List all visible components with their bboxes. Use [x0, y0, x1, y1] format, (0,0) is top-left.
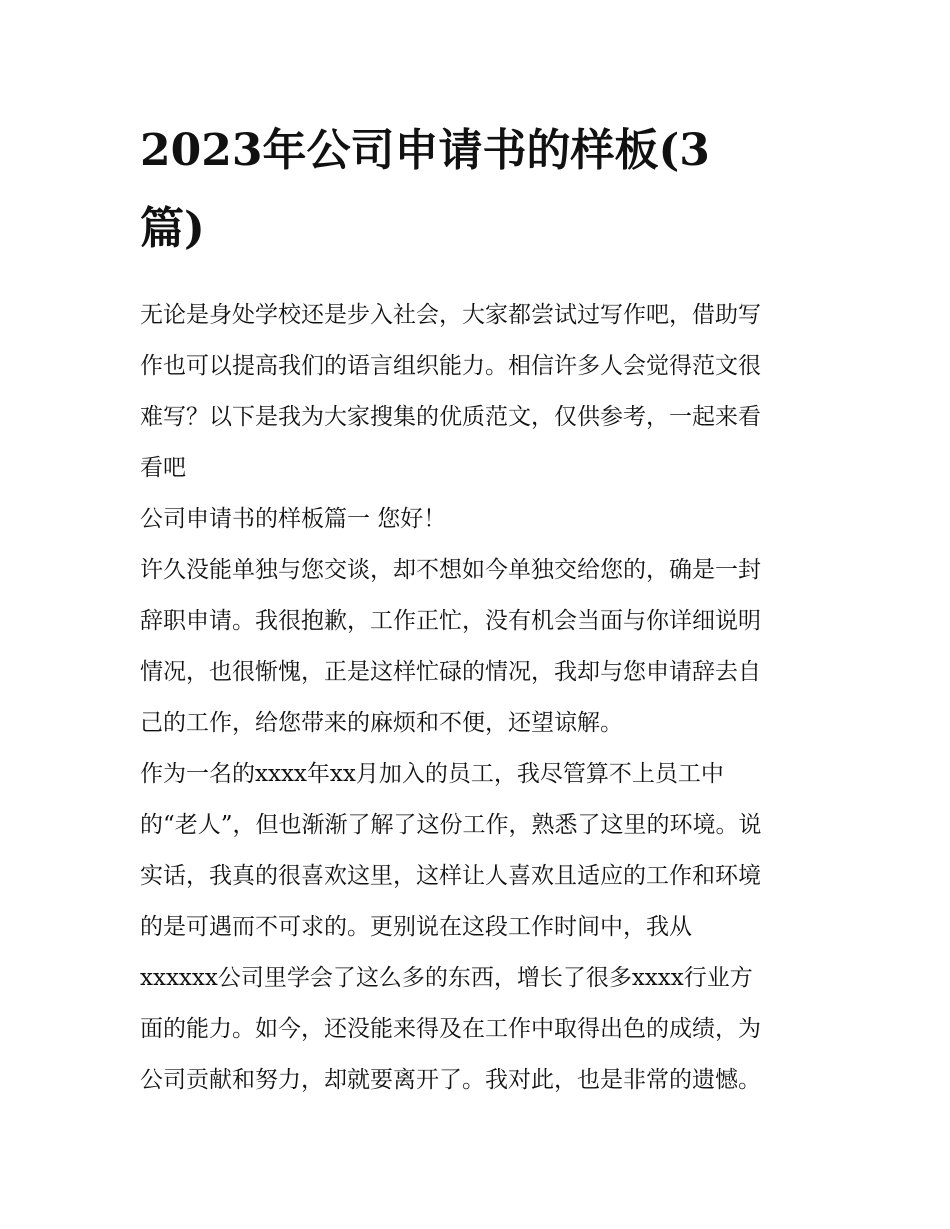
body-line: 面的能力。如今，还没能来得及在工作中取得出色的成绩，为 [140, 1016, 761, 1042]
title-line-2: 篇) [140, 203, 205, 254]
body-line: 难写？以下是我为大家搜集的优质范文，仅供参考，一起来看 [140, 404, 761, 430]
title-line-1: 2023年公司申请书的样板(3 [140, 125, 710, 176]
body-line: 看吧 [140, 455, 186, 481]
section-heading-line: 公司申请书的样板篇一 您好！ [140, 506, 447, 532]
body-line: 作为一名的xxxx年xx月加入的员工，我尽管算不上员工中 [140, 761, 724, 787]
document-page [140, 112, 812, 1106]
document-body [140, 290, 812, 1106]
body-line: 作也可以提高我们的语言组织能力。相信许多人会觉得范文很 [140, 353, 761, 379]
body-line: 辞职申请。我很抱歉，工作正忙，没有机会当面与你详细说明 [140, 608, 761, 634]
body-line: 的是可遇而不可求的。更别说在这段工作时间中，我从 [140, 914, 692, 940]
body-line: xxxxxx公司里学会了这么多的东西，增长了很多xxxx行业方 [140, 965, 753, 991]
document-title [140, 112, 812, 268]
body-line: 无论是身处学校还是步入社会，大家都尝试过写作吧，借助写 [140, 302, 761, 328]
body-line: 情况，也很惭愧，正是这样忙碌的情况，我却与您申请辞去自 [140, 659, 761, 685]
body-line: 公司贡献和努力，却就要离开了。我对此，也是非常的遗憾。 [140, 1067, 761, 1093]
body-line: 许久没能单独与您交谈，却不想如今单独交给您的，确是一封 [140, 557, 761, 583]
body-line: 实话，我真的很喜欢这里，这样让人喜欢且适应的工作和环境 [140, 863, 761, 889]
body-line: 的“老人”，但也渐渐了解了这份工作，熟悉了这里的环境。说 [140, 812, 762, 838]
body-line: 己的工作，给您带来的麻烦和不便，还望谅解。 [140, 710, 623, 736]
